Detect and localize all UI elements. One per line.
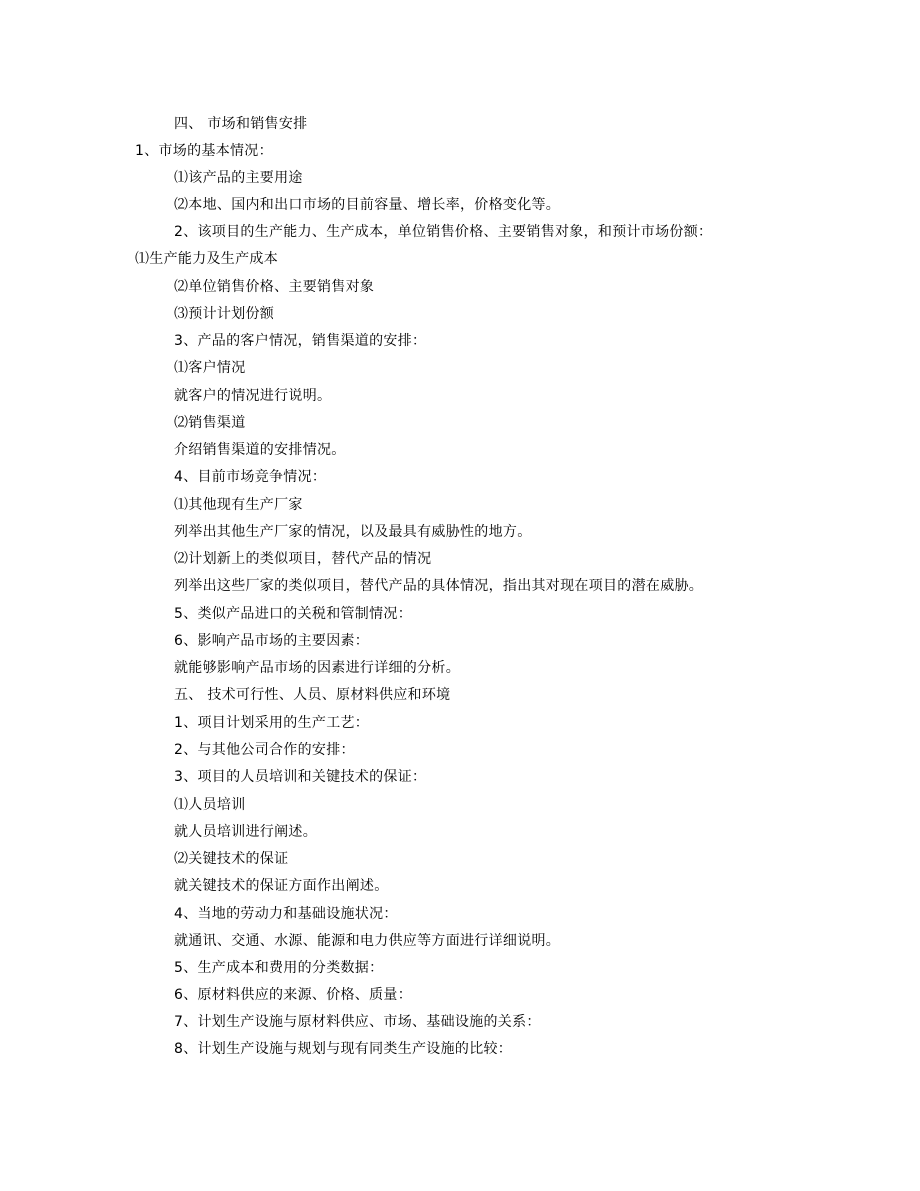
item-1: 1、项目计划采用的生产工艺： [174,715,370,731]
item-7: 7、计划生产设施与原材料供应、市场、基础设施的关系： [174,1014,541,1030]
subitem: ⑴生产能力及生产成本 [135,251,278,267]
item-3: 3、项目的人员培训和关键技术的保证： [174,769,427,785]
section-heading-5: 五、 技术可行性、人员、原材料供应和环境 [174,687,451,703]
item-2: 2、与其他公司合作的安排： [174,742,355,758]
paragraph: 就人员培训进行阐述。 [174,824,317,840]
item-5: 5、生产成本和费用的分类数据： [174,960,384,976]
item-4: 4、目前市场竞争情况： [174,469,327,485]
subitem: ⑵销售渠道 [174,415,246,431]
subitem: ⑵计划新上的类似项目，替代产品的情况 [174,551,432,567]
item-6: 6、原材料供应的来源、价格、质量： [174,987,413,1003]
subitem: ⑵关键技术的保证 [174,851,289,867]
paragraph: 就客户的情况进行说明。 [174,388,332,404]
subitem: ⑴客户情况 [174,360,246,376]
item-5: 5、类似产品进口的关税和管制情况： [174,606,413,622]
item-8: 8、计划生产设施与规划与现有同类生产设施的比较： [174,1041,513,1057]
paragraph: 就关键技术的保证方面作出阐述。 [174,878,389,894]
paragraph: 介绍销售渠道的安排情况。 [174,442,346,458]
item-3: 3、产品的客户情况，销售渠道的安排： [174,333,427,349]
subitem: ⑵单位销售价格、主要销售对象 [174,279,375,295]
item-1: 1、市场的基本情况： [135,143,273,159]
paragraph: 列举出其他生产厂家的情况，以及最具有威胁性的地方。 [174,524,532,540]
item-4: 4、当地的劳动力和基础设施状况： [174,906,398,922]
paragraph: 就能够影响产品市场的因素进行详细的分析。 [174,660,460,676]
subitem: ⑵本地、国内和出口市场的目前容量、增长率，价格变化等。 [174,197,561,213]
subitem: ⑴其他现有生产厂家 [174,497,303,513]
item-2: 2、该项目的生产能力、生产成本，单位销售价格、主要销售对象，和预计市场份额： [174,224,713,240]
item-6: 6、影响产品市场的主要因素： [174,633,370,649]
paragraph: 列举出这些厂家的类似项目，替代产品的具体情况，指出其对现在项目的潜在威胁。 [174,578,704,594]
subitem: ⑶预计计划份额 [174,306,275,322]
subitem: ⑴人员培训 [174,797,246,813]
subitem: ⑴该产品的主要用途 [174,170,303,186]
paragraph: 就通讯、交通、水源、能源和电力供应等方面进行详细说明。 [174,933,561,949]
section-heading-4: 四、 市场和销售安排 [174,116,308,132]
